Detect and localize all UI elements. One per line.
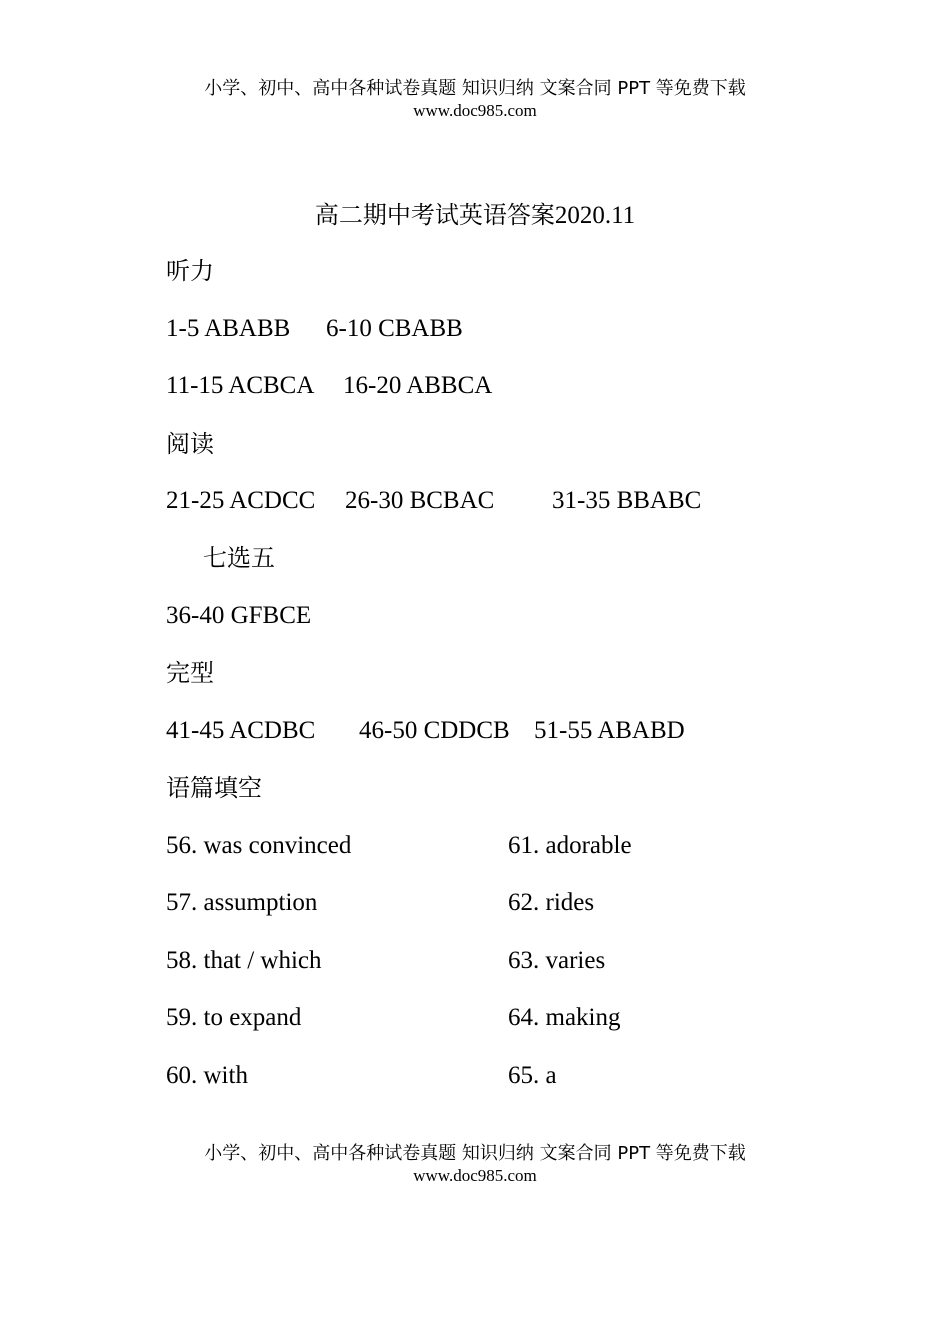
fill-answer: 60. with xyxy=(166,1062,248,1089)
fill-answer: 56. was convinced xyxy=(166,832,352,859)
footer-url[interactable]: www.doc985.com xyxy=(413,1166,537,1185)
section-heading-listening: 听力 xyxy=(166,257,214,285)
section-heading-seven-five: 七选五 xyxy=(203,544,275,572)
fill-answer: 63. varies xyxy=(508,947,606,974)
title-year: 2020.11 xyxy=(554,202,636,229)
page-title xyxy=(0,198,950,233)
header-url[interactable]: www.doc985.com xyxy=(413,101,537,120)
footer-promo-text: 小学、初中、高中各种试卷真题 知识归纳 文案合同 PPT 等免费下载 xyxy=(204,1143,746,1164)
header-banner xyxy=(0,78,950,122)
answer-group: 16-20 ABBCA xyxy=(343,372,493,399)
fill-answer: 62. rides xyxy=(508,889,595,916)
footer-banner xyxy=(0,1143,950,1187)
answer-group: 21-25 ACDCC xyxy=(166,487,316,514)
header-promo-text: 小学、初中、高中各种试卷真题 知识归纳 文案合同 PPT 等免费下载 xyxy=(204,78,746,99)
section-heading-cloze: 完型 xyxy=(166,659,214,687)
section-heading-reading: 阅读 xyxy=(166,430,214,458)
answer-group: 26-30 BCBAC xyxy=(345,487,495,514)
section-heading-grammar-fill: 语篇填空 xyxy=(166,774,262,802)
answer-group: 1-5 ABABB xyxy=(166,315,291,342)
answer-group: 36-40 GFBCE xyxy=(166,602,312,629)
fill-answer: 61. adorable xyxy=(508,832,632,859)
answer-group: 11-15 ACBCA xyxy=(166,372,315,399)
answer-group: 6-10 CBABB xyxy=(326,315,463,342)
fill-answer: 64. making xyxy=(508,1004,621,1031)
fill-answer: 57. assumption xyxy=(166,889,318,916)
answer-group: 46-50 CDDCB xyxy=(359,717,510,744)
answer-group: 51-55 ABABD xyxy=(534,717,685,744)
answer-group: 41-45 ACDBC xyxy=(166,717,316,744)
fill-answer: 58. that / which xyxy=(166,947,322,974)
answer-group: 31-35 BBABC xyxy=(552,487,702,514)
fill-answer: 59. to expand xyxy=(166,1004,302,1031)
fill-answer: 65. a xyxy=(508,1062,557,1089)
title-text: 高二期中考试英语答案 xyxy=(314,201,555,229)
